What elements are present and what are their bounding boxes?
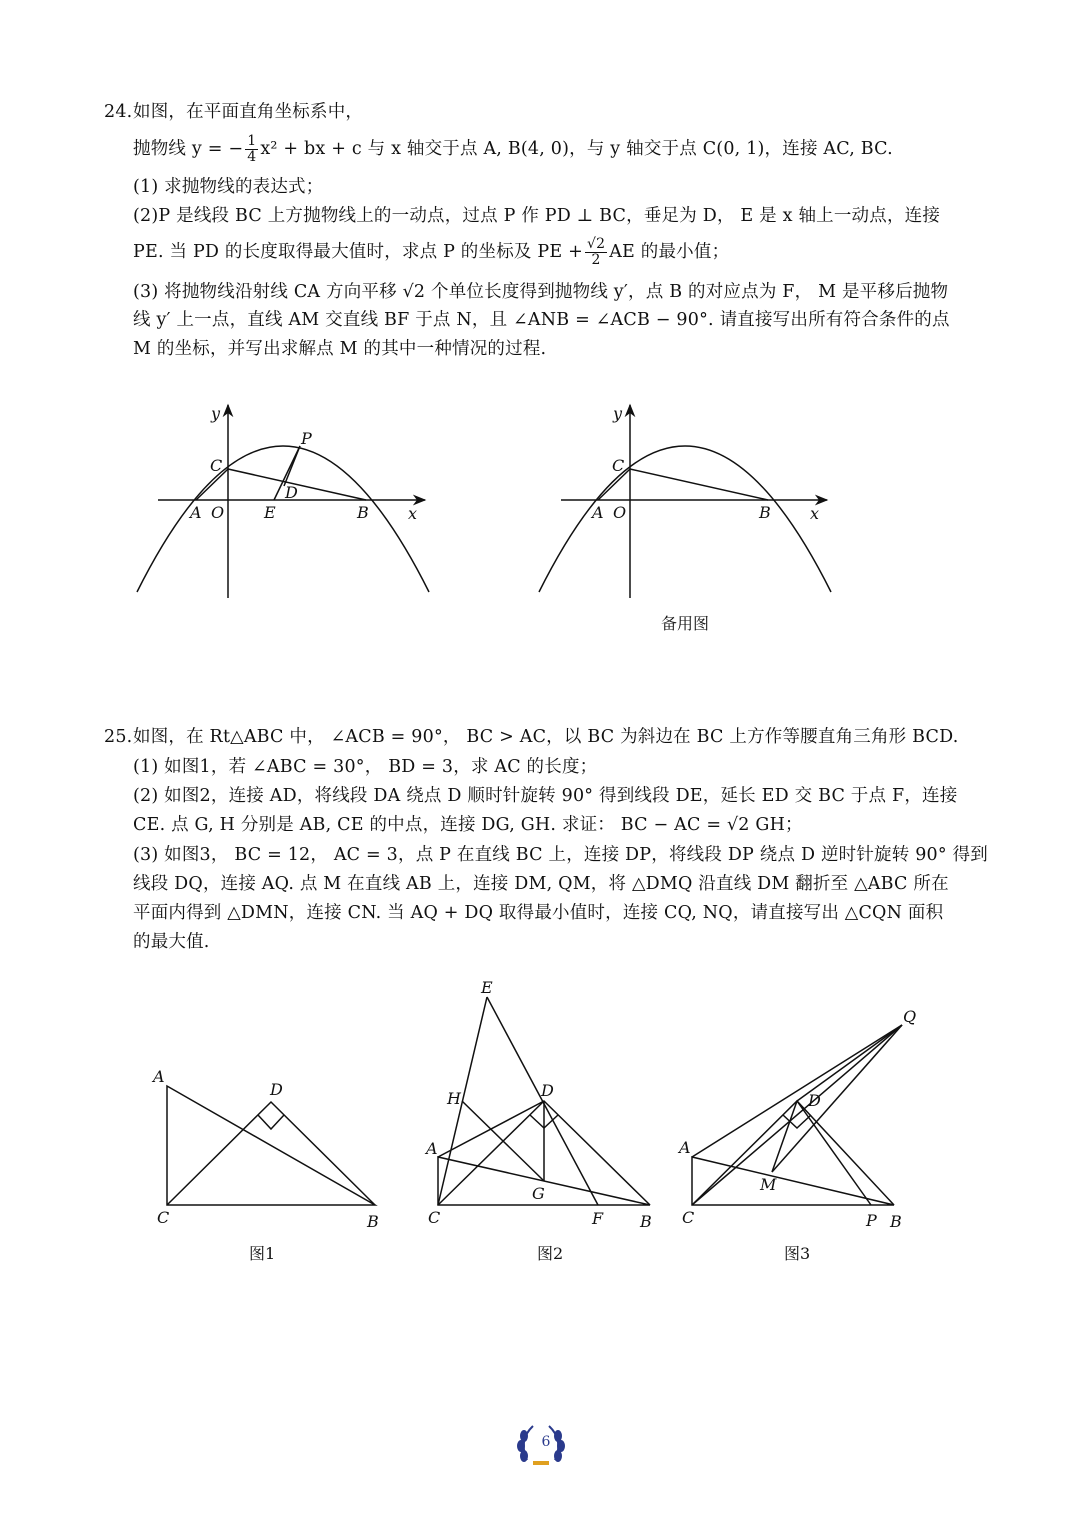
- q24-line2-a: 抛物线 y = −: [133, 139, 244, 159]
- f2-label-b: B: [640, 1212, 652, 1231]
- parabola: [137, 446, 429, 592]
- fig24-label-o: O: [211, 503, 225, 522]
- q24-part3-line3: M 的坐标，并写出求解点 M 的其中一种情况的过程.: [133, 339, 547, 359]
- spare-segment-ac: [598, 469, 630, 500]
- f2-label-c: C: [428, 1208, 441, 1227]
- f3-label-a: A: [679, 1138, 691, 1157]
- segment-ef: [487, 997, 598, 1205]
- fig24-label-x: x: [408, 504, 418, 523]
- spare-label-a: A: [592, 503, 604, 522]
- f3-label-b: B: [890, 1212, 902, 1231]
- f1-label-d: D: [270, 1080, 283, 1099]
- q25-figure-2: [438, 997, 650, 1205]
- triangle-bcd: [438, 1101, 650, 1205]
- right-angle-mark-d: [530, 1115, 558, 1128]
- fig24-label-c: C: [210, 456, 223, 475]
- segment-pd: [284, 446, 300, 486]
- q24-frac-den: 4: [247, 149, 257, 165]
- figure-3-caption: 图3: [784, 1244, 811, 1263]
- page-number: 6: [541, 1434, 551, 1450]
- segment-pe: [274, 446, 300, 500]
- q24-part2-line2-a: PE. 当 PD 的长度取得最大值时，求点 P 的坐标及 PE +: [133, 242, 583, 262]
- triangle-abc: [438, 1157, 650, 1205]
- q24-fraction: [245, 134, 258, 165]
- spare-figure-caption: 备用图: [661, 614, 710, 633]
- segment-dp: [797, 1101, 871, 1205]
- q24-frac-num: 1: [247, 133, 257, 149]
- q24-number: 24.: [104, 102, 133, 122]
- f3-label-q: Q: [903, 1007, 917, 1026]
- spare-segment-bc: [630, 469, 768, 500]
- f3-label-p: P: [866, 1211, 877, 1230]
- segment-aq: [692, 1025, 902, 1157]
- segment-hg: [462, 1101, 544, 1181]
- segment-ad: [438, 1101, 544, 1157]
- q24-part3-line1: (3) 将抛物线沿射线 CA 方向平移 √2 个单位长度得到抛物线 y′，点 B 的对应点为 F， M 是平移后抛物: [133, 282, 949, 302]
- f2-label-d: D: [541, 1081, 554, 1100]
- triangle-abc: [167, 1086, 375, 1205]
- segment-dq: [797, 1025, 902, 1101]
- q24-line1: 如图，在平面直角坐标系中，: [133, 102, 364, 122]
- segment-ce: [438, 997, 487, 1205]
- spare-label-b: B: [759, 503, 771, 522]
- segment-qm: [772, 1025, 902, 1172]
- q24-part2-frac-num: √2: [586, 236, 606, 252]
- q25-part3-line2: 线段 DQ，连接 AQ. 点 M 在直线 AB 上，连接 DM, QM，将 △DMQ 沿直线 DM 翻折至 △ABC 所在: [133, 874, 949, 894]
- q24-main-figure: [137, 405, 429, 598]
- q25-part2-line2: CE. 点 G, H 分别是 AB, CE 的中点，连接 DG, GH. 求证： BC − AC = √2 GH；: [133, 815, 803, 835]
- triangle-abc: [692, 1157, 894, 1205]
- q25-figure-3: [692, 1025, 902, 1205]
- triangle-bcd: [692, 1101, 894, 1205]
- q24-part2-line2-b: AE 的最小值；: [609, 242, 730, 262]
- f2-label-h: H: [447, 1089, 461, 1108]
- spare-label-x: x: [810, 504, 820, 523]
- f3-label-c: C: [682, 1208, 695, 1227]
- fig24-label-e: E: [264, 503, 276, 522]
- spare-label-y: y: [613, 404, 623, 423]
- f2-label-e: E: [481, 978, 493, 997]
- q25-part1: (1) 如图1，若 ∠ABC = 30°， BD = 3，求 AC 的长度；: [133, 757, 598, 777]
- segment-ac: [196, 469, 228, 500]
- segment-cq: [692, 1025, 902, 1205]
- fig24-label-d: D: [285, 483, 298, 502]
- q25-figure-1: [167, 1086, 375, 1205]
- segment-bc: [228, 469, 366, 500]
- q25-number: 25.: [104, 727, 133, 747]
- q24-part1: (1) 求抛物线的表达式；: [133, 177, 324, 197]
- f3-label-m: M: [760, 1175, 777, 1194]
- fig24-label-y: y: [211, 404, 221, 423]
- f2-label-a: A: [426, 1139, 438, 1158]
- right-angle-mark-d: [783, 1115, 811, 1128]
- spare-label-o: O: [613, 503, 627, 522]
- spare-parabola: [539, 446, 831, 592]
- q25-part3-line4: 的最大值.: [133, 932, 210, 952]
- f3-label-d: D: [808, 1091, 821, 1110]
- fig24-label-a: A: [190, 503, 202, 522]
- q25-line1: 如图，在 Rt△ABC 中， ∠ACB = 90°， BC > AC，以 BC 为斜边在 BC 上方作等腰直角三角形 BCD.: [133, 727, 959, 747]
- q24-part2-fraction: [585, 237, 607, 268]
- fig24-label-p: P: [301, 429, 312, 448]
- q24-line2-b: x² + bx + c 与 x 轴交于点 A, B(4, 0)，与 y 轴交于点 C(0, 1)，连接 AC, BC.: [260, 139, 893, 159]
- q25-part3-line3: 平面内得到 △DMN，连接 CN. 当 AQ + DQ 取得最小值时，连接 CQ, NQ，请直接写出 △CQN 面积: [133, 903, 944, 923]
- q24-part2-line1: (2)P 是线段 BC 上方抛物线上的一动点，过点 P 作 PD ⊥ BC，垂足为 D， E 是 x 轴上一动点，连接: [133, 206, 941, 226]
- segment-dm: [772, 1101, 797, 1172]
- q24-spare-figure: [539, 405, 831, 598]
- f1-label-c: C: [157, 1208, 170, 1227]
- spare-label-c: C: [612, 456, 625, 475]
- q24-part2-line2: [133, 232, 729, 272]
- q24-part3-line2: 线 y′ 上一点，直线 AM 交直线 BF 于点 N，且 ∠ANB = ∠ACB − 90°. 请直接写出所有符合条件的点: [133, 310, 950, 330]
- figure-1-caption: 图1: [249, 1244, 276, 1263]
- f2-label-g: G: [532, 1184, 545, 1203]
- f1-label-b: B: [367, 1212, 379, 1231]
- q25-part2-line1: (2) 如图2，连接 AD，将线段 DA 绕点 D 顺时针旋转 90° 得到线段 DE，延长 ED 交 BC 于点 F，连接: [133, 786, 958, 806]
- f1-label-a: A: [153, 1067, 165, 1086]
- figure-2-caption: 图2: [537, 1244, 564, 1263]
- f2-label-f: F: [592, 1209, 604, 1228]
- fig24-label-b: B: [357, 503, 369, 522]
- triangle-bcd: [167, 1102, 375, 1205]
- right-angle-mark-d: [258, 1115, 284, 1129]
- q24-line2: [133, 130, 893, 168]
- q24-part2-frac-den: 2: [591, 252, 601, 268]
- q25-part3-line1: (3) 如图3， BC = 12， AC = 3，点 P 在直线 BC 上，连接 DP，将线段 DP 绕点 D 逆时针旋转 90° 得到: [133, 845, 988, 865]
